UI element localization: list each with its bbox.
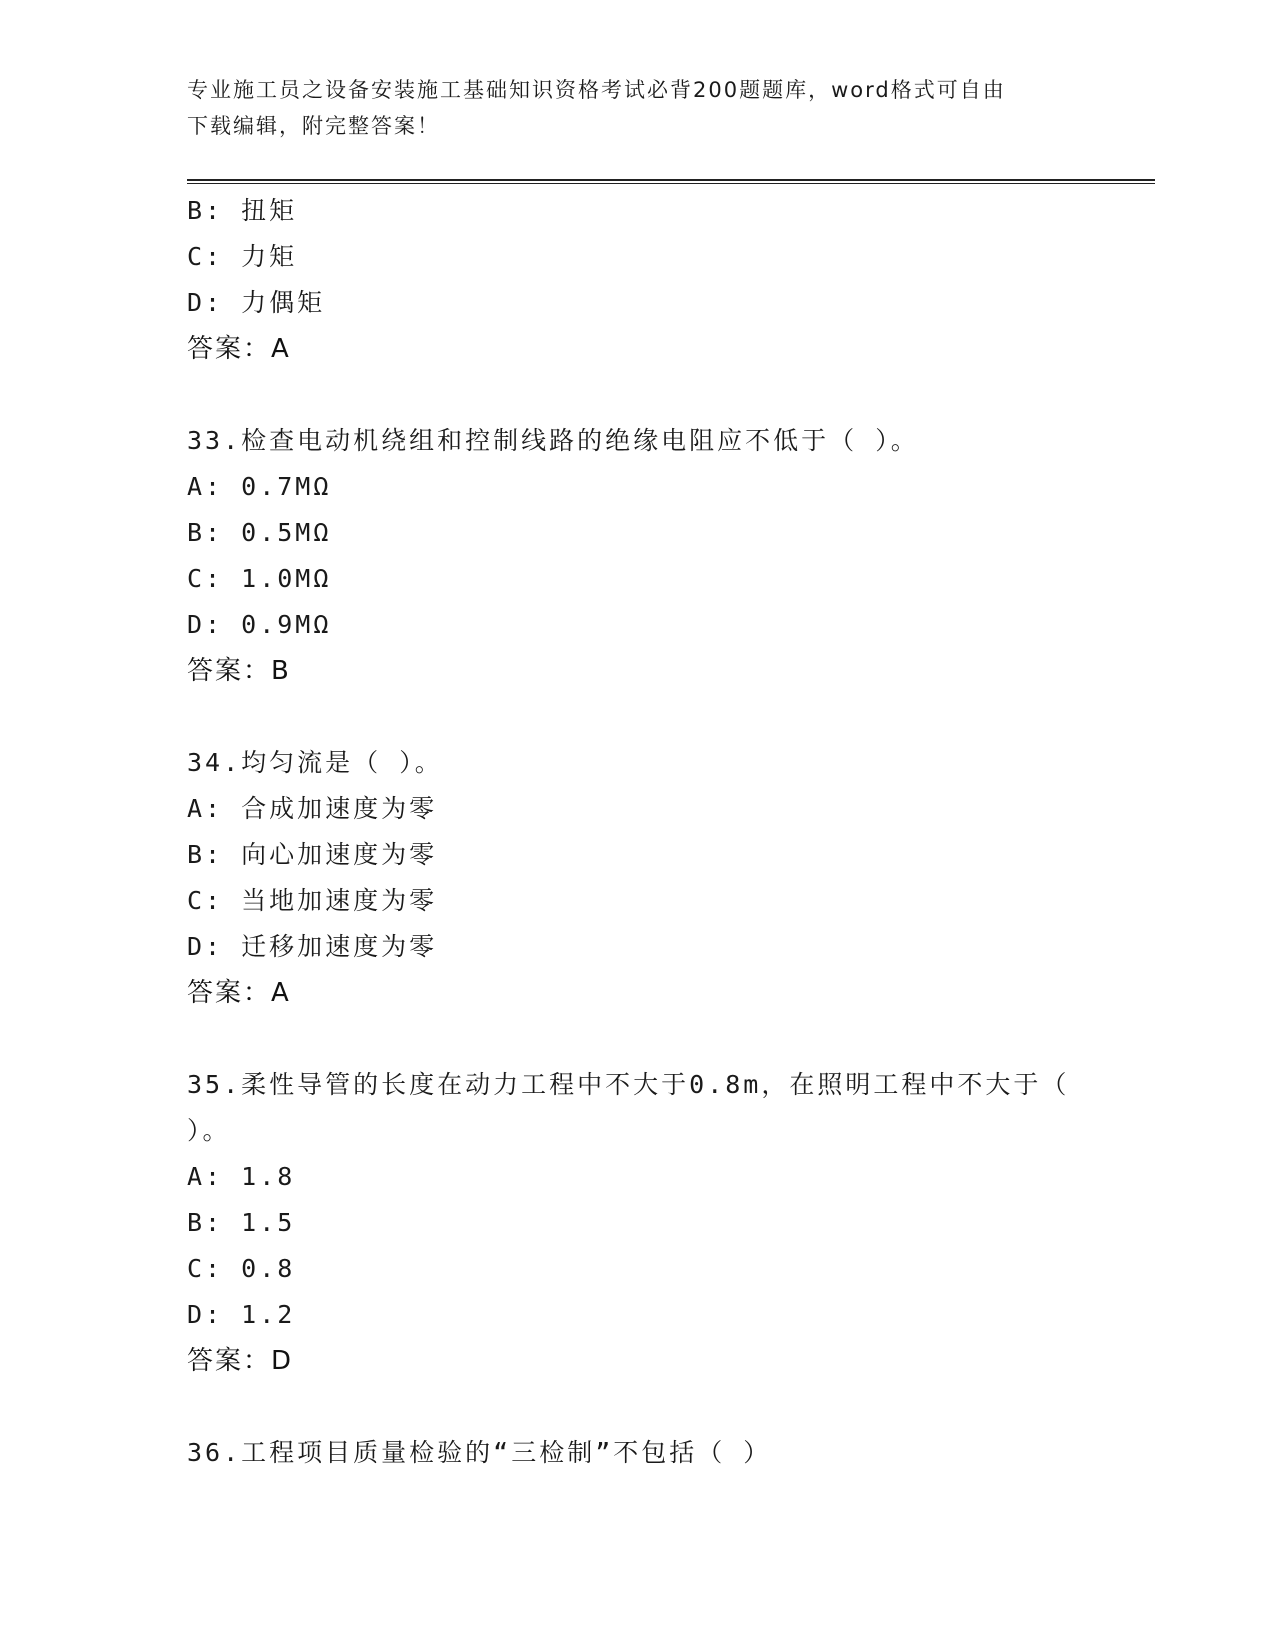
question-32 bbox=[187, 188, 1087, 372]
option-a: A: 1.8 bbox=[187, 1162, 296, 1191]
option-d: D: 力偶矩 bbox=[187, 288, 326, 317]
option-a: A: 合成加速度为零 bbox=[187, 794, 438, 823]
document-header bbox=[187, 72, 1067, 144]
question-35 bbox=[187, 1062, 1087, 1384]
option-b: B: 1.5 bbox=[187, 1208, 296, 1237]
question-stem-line-1: 35.柔性导管的长度在动力工程中不大于0.8m，在照明工程中不大于（ bbox=[187, 1070, 1070, 1099]
question-stem: 33.检查电动机绕组和控制线路的绝缘电阻应不低于（ ）。 bbox=[187, 426, 919, 455]
question-34 bbox=[187, 740, 1087, 1016]
option-c: C: 当地加速度为零 bbox=[187, 886, 438, 915]
option-d: D: 迁移加速度为零 bbox=[187, 932, 438, 961]
header-title-line-1: 专业施工员之设备安装施工基础知识资格考试必背200题题库，word格式可自由 bbox=[187, 78, 1006, 102]
spacer bbox=[187, 372, 1087, 418]
option-b: B: 扭矩 bbox=[187, 196, 298, 225]
option-c: C: 力矩 bbox=[187, 242, 298, 271]
question-stem-line-2: ）。 bbox=[187, 1116, 231, 1145]
answer-line: 答案：B bbox=[187, 656, 291, 686]
question-36 bbox=[187, 1430, 1087, 1476]
question-33 bbox=[187, 418, 1087, 694]
question-stem: 34.均匀流是（ ）。 bbox=[187, 748, 443, 777]
answer-line: 答案：A bbox=[187, 978, 291, 1008]
option-b: B: 向心加速度为零 bbox=[187, 840, 438, 869]
option-d: D: 0.9MΩ bbox=[187, 610, 332, 639]
spacer bbox=[187, 1016, 1087, 1062]
option-c: C: 0.8 bbox=[187, 1254, 296, 1283]
spacer bbox=[187, 1384, 1087, 1430]
answer-line: 答案：A bbox=[187, 334, 291, 364]
question-list bbox=[187, 188, 1087, 1476]
option-c: C: 1.0MΩ bbox=[187, 564, 332, 593]
option-b: B: 0.5MΩ bbox=[187, 518, 332, 547]
answer-line: 答案：D bbox=[187, 1346, 294, 1376]
question-stem: 36.工程项目质量检验的“三检制”不包括（ ） bbox=[187, 1438, 772, 1467]
spacer bbox=[187, 694, 1087, 740]
header-divider bbox=[187, 179, 1155, 184]
option-d: D: 1.2 bbox=[187, 1300, 296, 1329]
option-a: A: 0.7MΩ bbox=[187, 472, 332, 501]
header-title-line-2: 下载编辑，附完整答案！ bbox=[187, 114, 440, 138]
